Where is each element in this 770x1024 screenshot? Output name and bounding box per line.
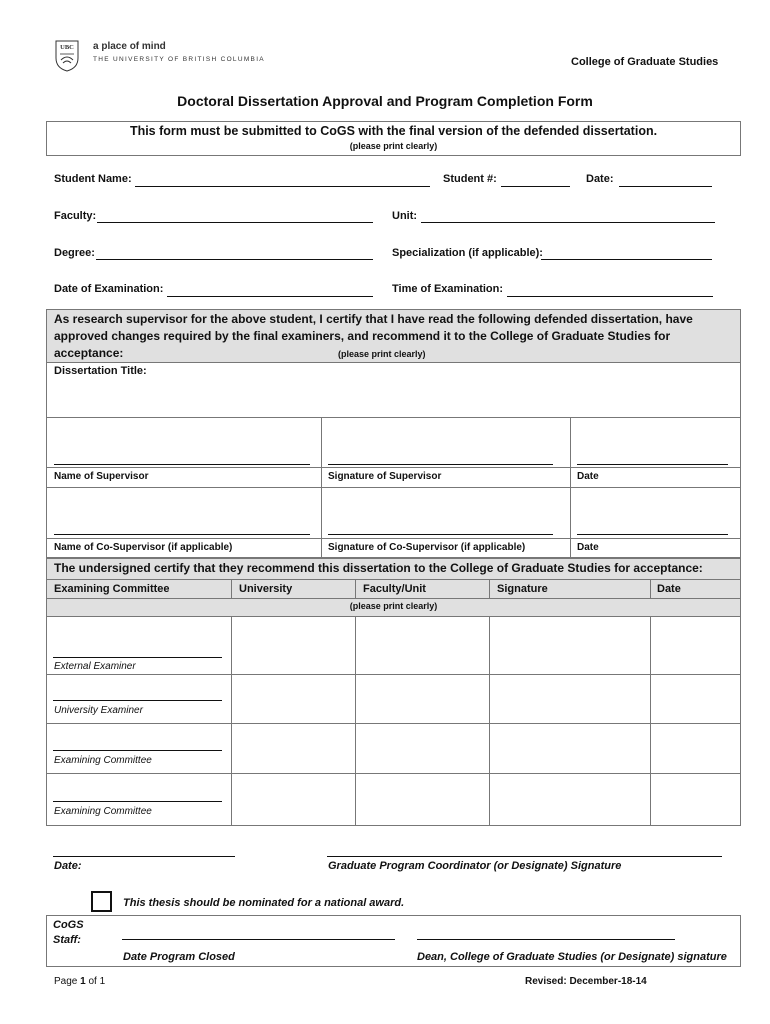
college-name: College of Graduate Studies [571, 56, 719, 68]
examining-committee-line-1[interactable] [53, 750, 222, 751]
date-field[interactable] [619, 186, 712, 187]
coordinator-date-label: Date: [54, 860, 82, 872]
supervisor-date-label: Date [577, 471, 599, 482]
time-exam-label: Time of Examination: [392, 283, 504, 295]
cosupervisor-signature-line[interactable] [328, 534, 553, 535]
supervisor-signature-label: Signature of Supervisor [328, 471, 442, 482]
col-date: Date [657, 583, 681, 595]
coordinator-date-line[interactable] [53, 856, 235, 857]
cosupervisor-date-label: Date [577, 542, 599, 553]
svg-text:UBC: UBC [60, 44, 74, 51]
staff-label: Staff: [53, 934, 81, 946]
page-number [54, 976, 105, 987]
dean-signature-label: Dean, College of Graduate Studies (or Designate) signature [417, 951, 727, 963]
page-current: 1 [80, 976, 86, 987]
unit-label: Unit: [392, 210, 418, 222]
degree-label: Degree: [54, 247, 95, 259]
cogs-label: CoGS [53, 919, 84, 931]
coordinator-signature-label: Graduate Program Coordinator (or Designate) Signature [328, 860, 622, 872]
cosupervisor-name-line[interactable] [54, 534, 310, 535]
notice-main: This form must be submitted to CoGS with the final version of the defended dissertation. [129, 124, 658, 138]
date-closed-line[interactable] [122, 939, 395, 940]
notice-sub: (please print clearly) [349, 141, 438, 151]
examining-committee-label-1: Examining Committee [54, 755, 152, 766]
award-checkbox[interactable] [91, 891, 112, 912]
ubc-logo [55, 40, 79, 72]
supervisor-print-clearly: (please print clearly) [338, 349, 426, 359]
date-closed-label: Date Program Closed [123, 951, 235, 963]
degree-field[interactable] [96, 259, 373, 260]
faculty-label: Faculty: [54, 210, 97, 222]
col-faculty-unit: Faculty/Unit [363, 583, 426, 595]
award-label: This thesis should be nominated for a national award. [123, 897, 405, 909]
examining-committee-line-2[interactable] [53, 801, 222, 802]
university-examiner-label: University Examiner [54, 705, 143, 716]
form-title: Doctoral Dissertation Approval and Program Completion Form [177, 93, 593, 109]
specialization-label: Specialization (if applicable): [392, 247, 543, 259]
supervisor-statement-3: acceptance: [54, 346, 124, 360]
col-signature: Signature [497, 583, 548, 595]
student-num-field[interactable] [501, 186, 570, 187]
dissertation-title-label[interactable]: Dissertation Title: [54, 365, 147, 377]
coordinator-signature-line[interactable] [327, 856, 722, 857]
specialization-field[interactable] [541, 259, 712, 260]
committee-print-clearly: (please print clearly) [349, 601, 438, 611]
tagline: a place of mind [93, 41, 166, 52]
student-num-label: Student #: [443, 173, 497, 185]
supervisor-name-line[interactable] [54, 464, 310, 465]
external-examiner-label: External Examiner [54, 661, 136, 672]
col-university: University [239, 583, 293, 595]
date-exam-field[interactable] [167, 296, 373, 297]
faculty-field[interactable] [97, 222, 373, 223]
date-label: Date: [586, 173, 614, 185]
page-prefix: Page [54, 976, 78, 987]
time-exam-field[interactable] [507, 296, 713, 297]
student-name-field[interactable] [135, 186, 430, 187]
dean-signature-line[interactable] [417, 939, 675, 940]
examining-committee-label-2: Examining Committee [54, 806, 152, 817]
revised-date: Revised: December-18-14 [525, 976, 647, 987]
supervisor-date-line[interactable] [577, 464, 728, 465]
supervisor-statement-1: As research supervisor for the above student, I certify that I have read the following defended dissertation, have [54, 312, 693, 326]
university-name: THE UNIVERSITY OF BRITISH COLUMBIA [93, 56, 265, 63]
cosupervisor-name-label: Name of Co-Supervisor (if applicable) [54, 542, 233, 553]
page-total: of 1 [88, 976, 106, 987]
supervisor-name-label: Name of Supervisor [54, 471, 149, 482]
date-exam-label: Date of Examination: [54, 283, 164, 295]
cosupervisor-signature-label: Signature of Co-Supervisor (if applicable) [328, 542, 526, 553]
unit-field[interactable] [421, 222, 715, 223]
external-examiner-line[interactable] [53, 657, 222, 658]
student-name-label: Student Name: [54, 173, 132, 185]
supervisor-signature-line[interactable] [328, 464, 553, 465]
cosupervisor-date-line[interactable] [577, 534, 728, 535]
col-examining-committee: Examining Committee [54, 583, 170, 595]
supervisor-statement-2: approved changes required by the final examiners, and recommend it to the College of Graduate Studies for [54, 329, 671, 343]
university-examiner-line[interactable] [53, 700, 222, 701]
committee-heading: The undersigned certify that they recommend this dissertation to the College of Graduate Studies for acceptance: [54, 561, 703, 575]
